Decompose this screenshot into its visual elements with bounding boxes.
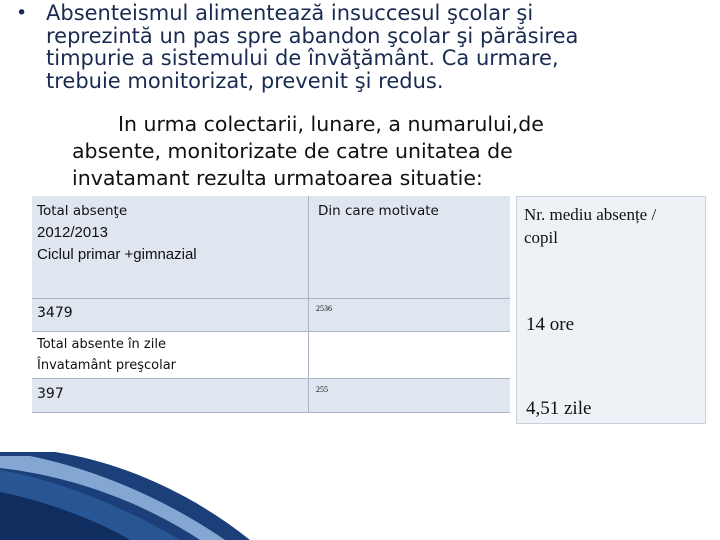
header-motivate: Din care motivate <box>318 203 439 219</box>
cell-row2-motivate <box>309 379 510 412</box>
bullet-marker: • <box>16 2 28 24</box>
bullet-line-1: Absenteismul alimentează insuccesul şcolar şi <box>46 1 534 25</box>
table-divider <box>32 378 510 379</box>
bullet-line-4: trebuie monitorizat, prevenit şi redus. <box>46 68 444 93</box>
intro-paragraph <box>72 111 632 192</box>
bullet-line-3: timpurie a sistemului de învăţământ. Ca urmare, <box>46 46 559 70</box>
row1-motivate: 2536 <box>316 304 332 313</box>
header-total-line3: Ciclul primar +gimnazial <box>37 246 197 263</box>
header-total-line1: Total absenţe <box>37 203 128 219</box>
bullet-paragraph <box>16 1 706 93</box>
header-average-line2: copil <box>524 228 558 247</box>
table-divider <box>32 331 510 332</box>
bullet-line-2: reprezintă un pas spre abandon şcolar şi părăsirea <box>46 23 579 48</box>
cell-row1-motivate <box>309 299 510 331</box>
row2-average: 4,51 zile <box>526 398 592 419</box>
table-divider <box>32 412 510 413</box>
row2-total: 397 <box>37 386 64 402</box>
header-average-line1: Nr. mediu absențe / <box>524 205 657 224</box>
table-divider <box>308 196 309 412</box>
intro-line-3: invatamant rezulta urmatoarea situatie: <box>72 166 483 190</box>
cell-row1-total <box>32 299 308 331</box>
row1-average: 14 ore <box>526 314 575 335</box>
section2-label-line2: Învatamânt preşcolar <box>37 358 177 373</box>
decorative-swoosh <box>0 452 720 540</box>
intro-line-1: In urma colectarii, lunare, a numarului,de <box>118 112 544 136</box>
section2-label-line1: Total absente în zile <box>37 337 166 352</box>
table-divider <box>32 298 510 299</box>
intro-line-2: absente, monitorizate de catre unitatea de <box>72 139 513 163</box>
row1-total: 3479 <box>37 305 73 321</box>
cell-row2-total <box>32 379 308 412</box>
row2-motivate: 255 <box>316 385 328 394</box>
header-total-line2: 2012/2013 <box>37 224 108 241</box>
